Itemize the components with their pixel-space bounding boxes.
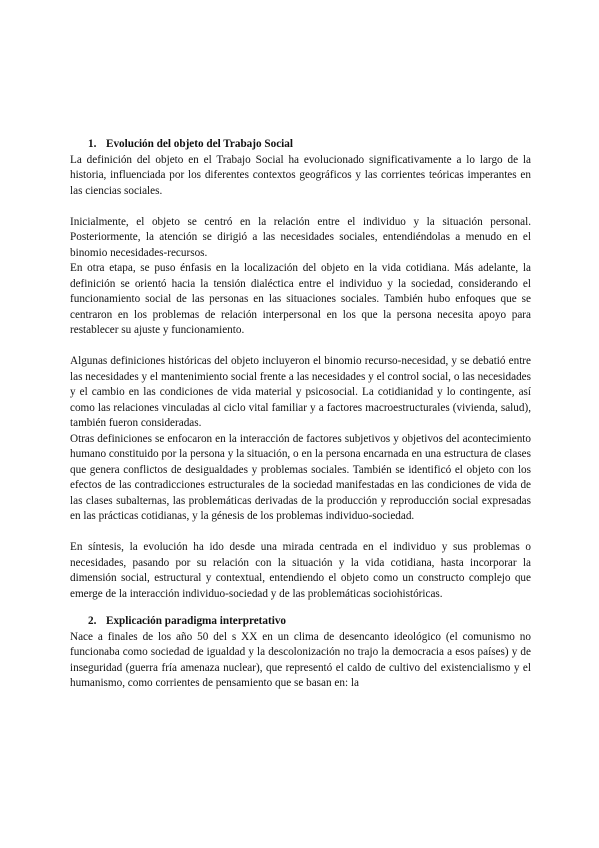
section-1-paragraph: Algunas definiciones históricas del objeto incluyeron el binomio recurso-necesidad, y se debatió entre las necesidades y el mantenimiento social frente a las necesidades y el control social, o las necesidades y el cambio en las condiciones de vida material y psicosocial. La cotidianidad y lo contingente, así como las relaciones vinculadas al ciclo vital familiar y a factores macroestructurales (vivienda, salud), también fueron consideradas. [70,355,531,429]
paragraph-spacer [70,199,531,215]
section-2-title: Explicación paradigma interpretativo [106,615,287,627]
section-1-paragraph: En otra etapa, se puso énfasis en la localización del objeto en la vida cotidiana. Más adelante, la definición se orientó hacia la tensión dialéctica entre el individuo y la sociedad, considerando el funcionamiento social de las personas en las situaciones sociales. También hubo enfoques que se centraron en los problemas de relación interpersonal en los que la persona necesita apoyo para restablecer su ajuste y funcionamiento. [70,262,531,336]
section-1-title: Evolución del objeto del Trabajo Social [106,138,293,150]
section-1-paragraph: Otras definiciones se enfocaron en la interacción de factores subjetivos y objetivos del acontecimiento humano constituido por la persona y la situación, o en la persona encarnada en una estructura de clases que genera conflictos de desigualdades y problemas sociales. También se identificó el objeto con los efectos de las contradicciones estructurales de la sociedad manifestadas en las condiciones de vida de las clases subalternas, las problemáticas derivadas de la producción y reproducción social expresadas en las prácticas cotidianas, y la génesis de los problemas individuo-sociedad. [70,432,531,522]
section-2-number: 2. [88,615,97,627]
section-1-heading [70,137,531,153]
section-1-paragraph: Inicialmente, el objeto se centró en la relación entre el individuo y la situación personal. Posteriormente, la atención se dirigió a las necesidades sociales, entendiéndolas a menudo en el binomio necesidades-recursos. [70,215,531,259]
section-2-heading [70,614,531,630]
paragraph-spacer [70,339,531,355]
paragraph-spacer [70,525,531,541]
section-1-paragraph: La definición del objeto en el Trabajo Social ha evolucionado significativamente a lo largo de la historia, influenciada por los diferentes contextos geográficos y las corrientes teóricas imperantes en las ciencias sociales. [70,153,531,197]
section-1-paragraph: En síntesis, la evolución ha ido desde una mirada centrada en el individuo y sus problemas o necesidades, pasando por su relación con la situación y la vida cotidiana, hasta incorporar la dimensión social, estructural y contextual, entendiendo el objeto como un constructo complejo que emerge de la interacción individuo-sociedad y de las problemáticas sociohistóricas. [70,541,531,600]
section-1-number: 1. [88,138,97,150]
paragraph-spacer [70,602,531,614]
section-2-paragraph: Nace a finales de los año 50 del s XX en un clima de desencanto ideológico (el comunismo no funcionaba como sociedad de igualdad y la descolonización no trajo la democracia a esos países) y de inseguridad (guerra fría amenaza nuclear), que representó el caldo de cultivo del existencialismo y el humanismo, como corrientes de pensamiento que se basan en: la [70,630,531,689]
document-body [70,137,531,692]
